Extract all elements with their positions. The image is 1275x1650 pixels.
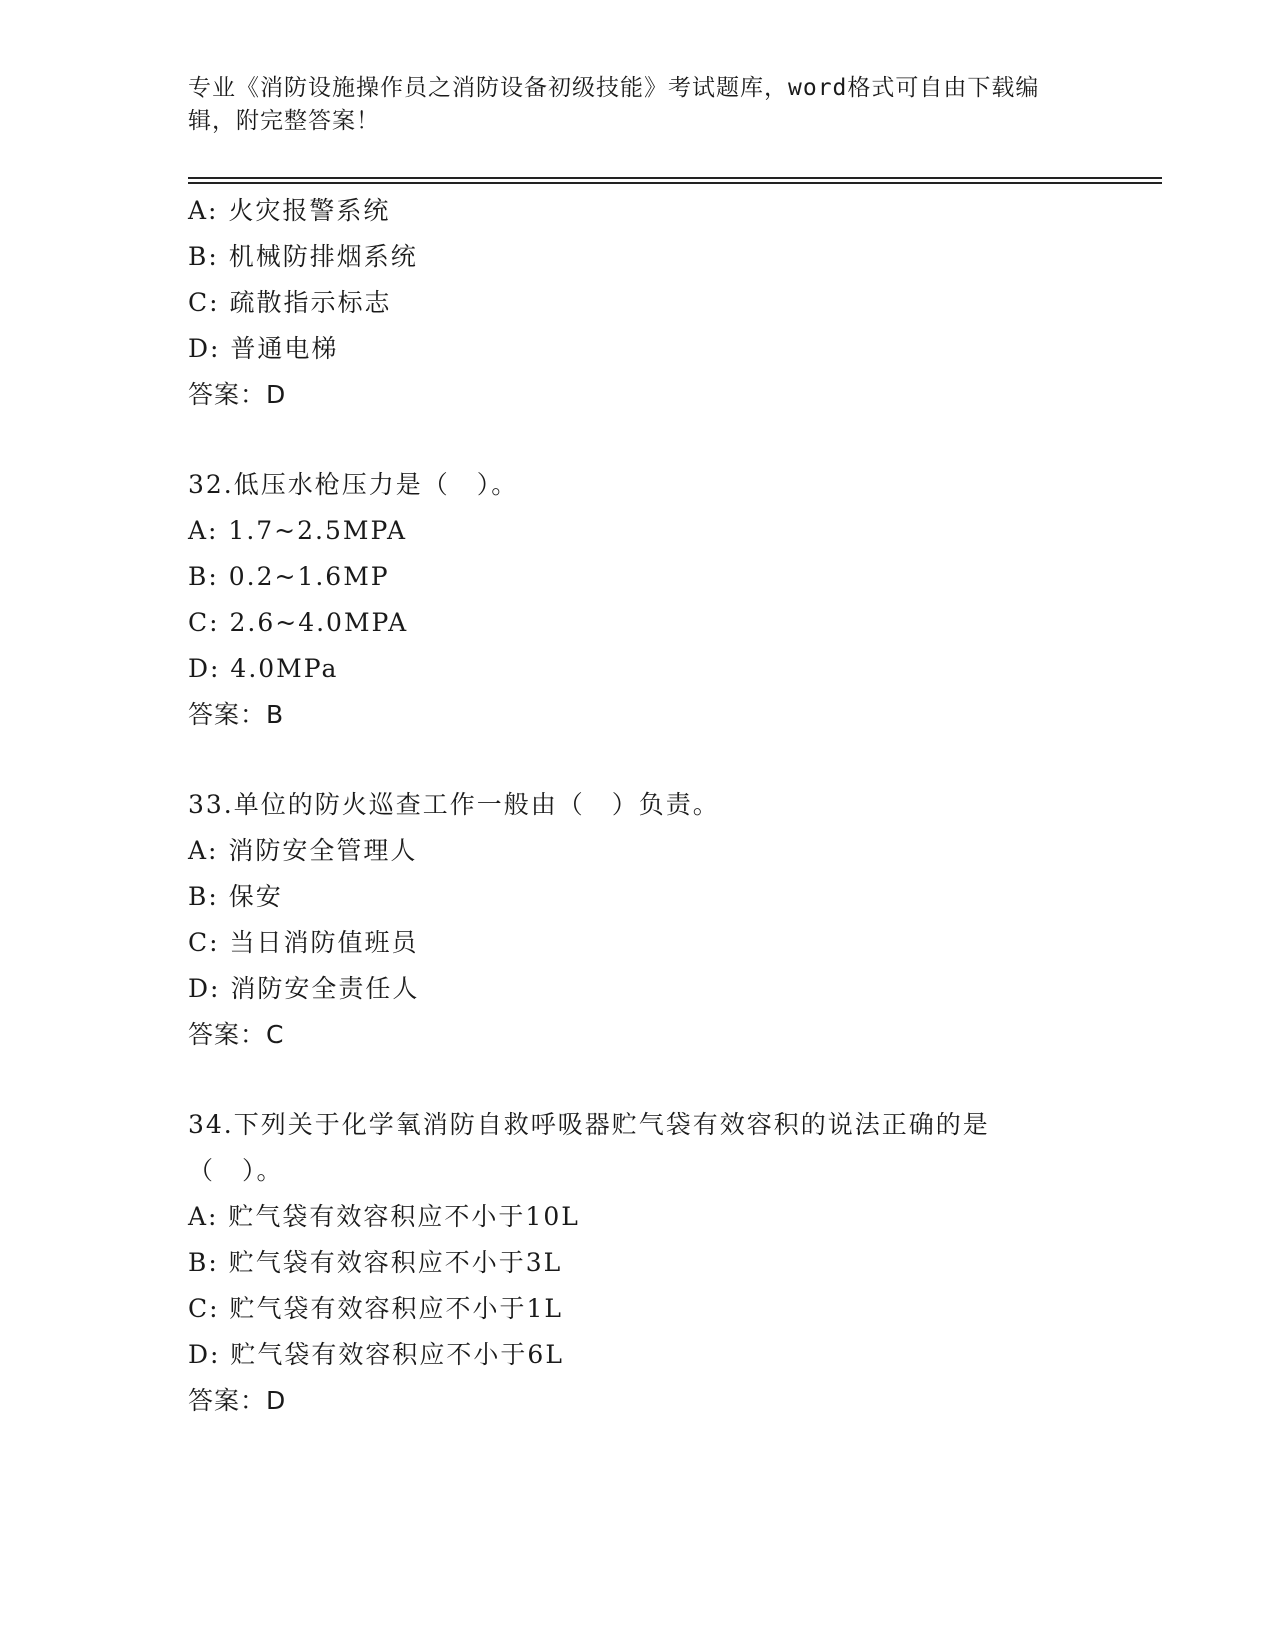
option-d: D: 消防安全责任人 [188,974,420,1003]
header-divider-top [188,177,1162,179]
option-c: C: 当日消防值班员 [188,928,419,957]
option-c: C: 贮气袋有效容积应不小于1L [188,1294,564,1323]
option-d: D: 贮气袋有效容积应不小于6L [188,1340,564,1369]
option-d: D: 4.0MPa [188,654,339,683]
answer: 答案：D [188,1386,287,1415]
option-b: B: 0.2~1.6MP [188,562,390,591]
option-a: A: 消防安全管理人 [188,836,418,865]
header-divider-bottom [188,182,1162,184]
option-c: C: 2.6~4.0MPA [188,608,409,637]
option-c: C: 疏散指示标志 [188,288,392,317]
option-a: A: 火灾报警系统 [188,196,391,225]
question-text: 32.低压水枪压力是（ ）。 [188,470,519,499]
option-a: A: 1.7~2.5MPA [188,516,408,545]
answer: 答案：C [188,1020,285,1049]
question-31 [188,188,1088,418]
question-33 [188,782,1088,1058]
option-b: B: 保安 [188,882,283,911]
question-text: 33.单位的防火巡查工作一般由（ ）负责。 [188,790,720,819]
spacer [188,418,1088,462]
question-32 [188,462,1088,738]
document-header: 专业《消防设施操作员之消防设备初级技能》考试题库，word格式可自由下载编辑，附完整答案！ [188,75,1040,134]
option-a: A: 贮气袋有效容积应不小于10L [188,1202,580,1231]
answer: 答案：B [188,700,285,729]
spacer [188,1058,1088,1102]
option-d: D: 普通电梯 [188,334,339,363]
option-b: B: 机械防排烟系统 [188,242,418,271]
answer: 答案：D [188,380,287,409]
question-text: 34.下列关于化学氧消防自救呼吸器贮气袋有效容积的说法正确的是（ ）。 [188,1110,990,1185]
spacer [188,738,1088,782]
option-b: B: 贮气袋有效容积应不小于3L [188,1248,563,1277]
question-list [188,188,1088,1424]
question-34 [188,1102,1088,1424]
